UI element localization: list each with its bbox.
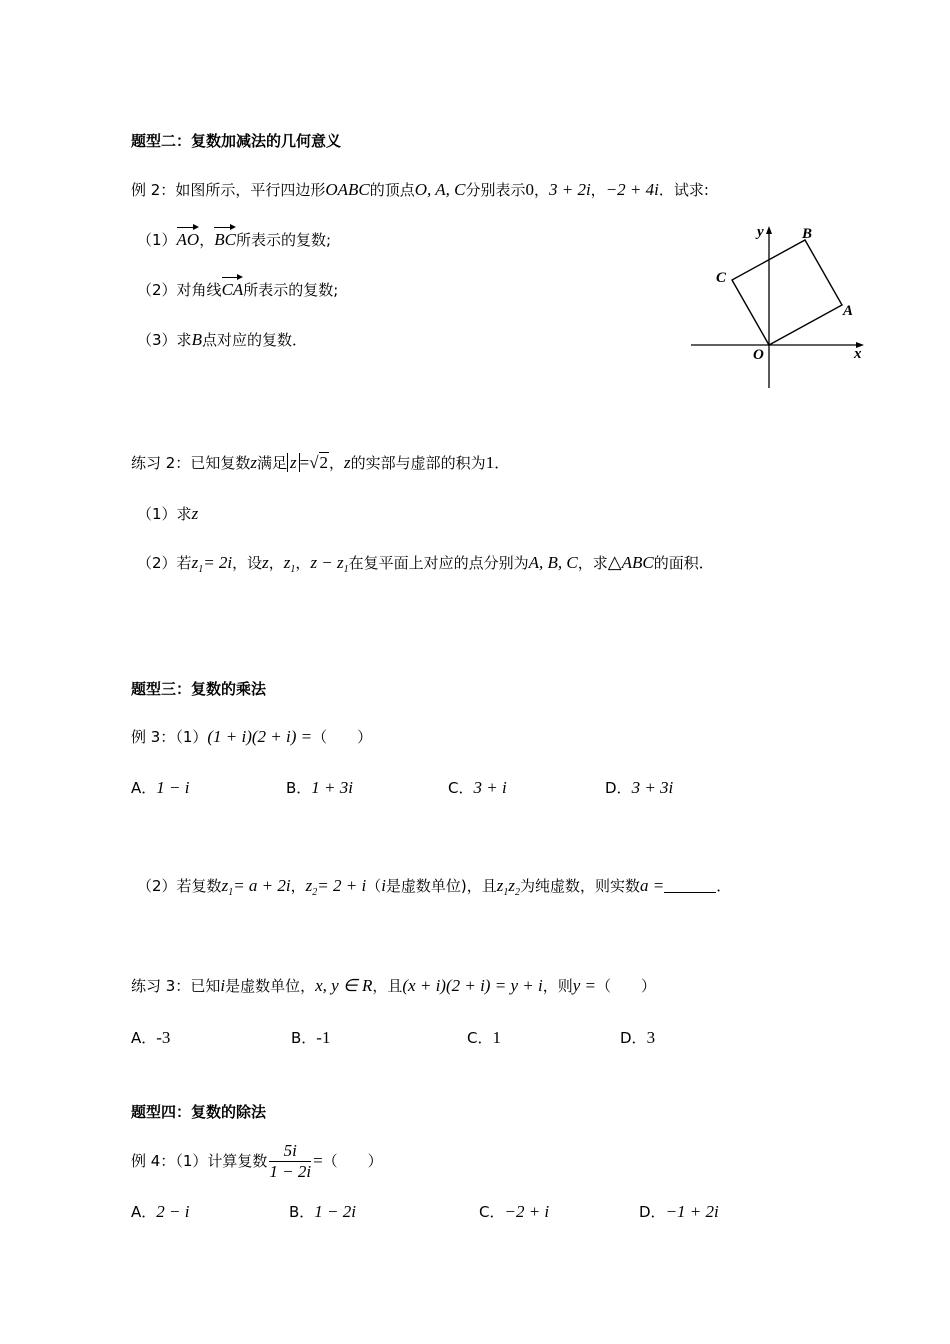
example-4-option-c[interactable]: C．−2 + i xyxy=(479,1202,550,1221)
example-2-stem: 例 2：如图所示，平行四边形OABC的顶点O, A, C分别表示0，3 + 2i，−2 + 4i．试求: xyxy=(131,180,709,199)
example-3-option-c[interactable]: C．3 + i xyxy=(448,778,507,797)
example-2-question-3: （3）求B点对应的复数． xyxy=(137,330,307,349)
fraction: $\frac{5i}{1 - 2i}$ xyxy=(269,1141,312,1181)
y-axis-arrow-icon xyxy=(766,226,772,234)
practice-3-option-c[interactable]: C．1 xyxy=(467,1028,501,1047)
parallelogram-figure xyxy=(686,218,876,393)
vector-ca: CA xyxy=(221,280,244,299)
example-3-option-a[interactable]: A．1 − i xyxy=(131,778,190,797)
label-c: C xyxy=(716,270,727,286)
practice-3-option-a[interactable]: A．-3 xyxy=(131,1028,171,1047)
label-y: y xyxy=(757,224,764,240)
vector-bc: BC xyxy=(214,230,236,249)
example-3-question-2: （2）若复数$z_1= a + 2i$，$z_2= 2 + i(i$是虚数单位)，且$z_1z_2$为纯虚数，则实数a = ． xyxy=(137,876,732,898)
example-3-question-1: 例 3：（1）(1 + i)(2 + i) =（ ） xyxy=(131,727,373,746)
practice-3-option-d[interactable]: D．3 xyxy=(620,1028,656,1047)
example-4-option-d[interactable]: D．−1 + 2i xyxy=(639,1202,719,1221)
practice-2-question-2: （2）若$z_1= 2i$，设z，$z_1$，$z - z_1$在复平面上对应的点分别为A, B, C，求△ABC的面积． xyxy=(137,552,714,575)
vector-ao: AO xyxy=(176,230,200,249)
example-4-question-1: 例 4：（1）计算复数 $\frac{5i}{1 - 2i}$ =（ ） xyxy=(131,1141,383,1181)
example-2-question-1: （1）AO，BC所表示的复数; xyxy=(137,230,332,249)
section-title-3: 题型三：复数的乘法 xyxy=(131,680,267,698)
example-3-option-d[interactable]: D．3 + 3i xyxy=(605,778,674,797)
example-3-option-b[interactable]: B．1 + 3i xyxy=(286,778,353,797)
practice-3-stem: 练习 3：已知i是虚数单位，x, y ∈ R，且(x + i)(2 + i) = y + i，则y =（ ） xyxy=(131,976,656,995)
answer-blank[interactable] xyxy=(664,878,716,893)
label-x: x xyxy=(854,346,862,362)
example-label: 例 2： xyxy=(131,181,176,199)
label-a: A xyxy=(843,303,854,319)
section-title-2: 题型二：复数加减法的几何意义 xyxy=(131,132,342,150)
label-b: B xyxy=(802,226,813,242)
label-o: O xyxy=(753,347,764,363)
practice-3-option-b[interactable]: B．-1 xyxy=(291,1028,331,1047)
example-4-option-b[interactable]: B．1 − 2i xyxy=(289,1202,356,1221)
section-title-4: 题型四：复数的除法 xyxy=(131,1103,267,1121)
sqrt-2: √2 xyxy=(309,453,329,472)
practice-2-stem: 练习 2：已知复数z满足 z =√2，z的实部与虚部的积为1． xyxy=(131,453,510,472)
example-4-option-a[interactable]: A．2 − i xyxy=(131,1202,190,1221)
practice-2-question-1: （1）求z xyxy=(137,504,199,523)
example-2-question-2: （2）对角线CA所表示的复数; xyxy=(137,280,339,299)
parallelogram-oabc xyxy=(732,240,842,345)
